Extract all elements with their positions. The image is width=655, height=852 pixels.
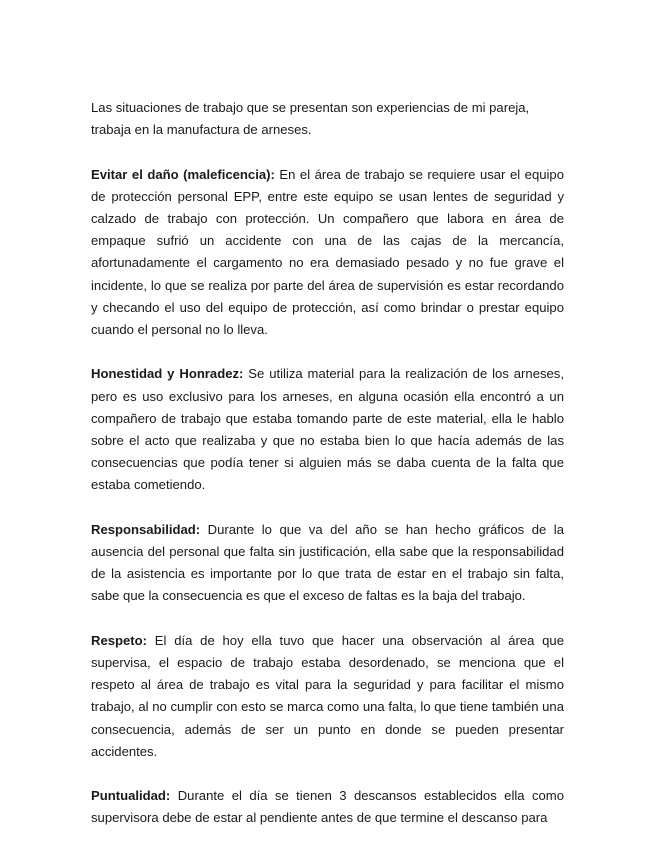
section-text: Durante el día se tienen 3 descansos establecidos ella como supervisora debe de estar al pendiente antes de que termine el descanso para	[91, 788, 564, 826]
intro-text: Las situaciones de trabajo que se presentan son experiencias de mi pareja, trabaja en la manufactura de arneses.	[91, 100, 530, 138]
section-text: El día de hoy ella tuvo que hacer una observación al área que supervisa, el espacio de trabajo estaba desordenado, se menciona que el respeto al área de trabajo es vital para la seguridad y para facilitar el mismo trabajo, al no cumplir con esto se marca como una falta, lo que tiene también una consecuencia, además de ser un punto en donde se pueden presentar accidentes.	[91, 632, 564, 759]
section-text: Se utiliza material para la realización de los arneses, pero es uso exclusivo para los arneses, en alguna ocasión ella encontró a un compañero de trabajo que estaba tomando parte de este material, ella le hablo sobre el acto que realizaba y que no estaba bien lo que hacía además de las consecuencias que podía tener si alguien más se daba cuenta de la falta que estaba cometiendo.	[91, 366, 564, 493]
section-term: Responsabilidad:	[91, 521, 201, 537]
section-term: Puntualidad:	[91, 788, 171, 804]
section-term: Respeto:	[91, 632, 148, 648]
section-puntualidad	[91, 785, 564, 829]
section-term: Evitar el daño (maleficencia):	[91, 166, 275, 182]
section-text: Durante lo que va del año se han hecho gráficos de la ausencia del personal que falta sin justificación, ella sabe que la responsabilidad de la asistencia es importante por lo que trata de estar en el trabajo sin falta, sabe que la consecuencia es que el exceso de faltas es la baja del trabajo.	[91, 521, 564, 604]
section-responsabilidad	[91, 519, 564, 608]
document-body	[91, 97, 564, 852]
section-text: En el área de trabajo se requiere usar el equipo de protección personal EPP, entre este equipo se usan lentes de seguridad y calzado de trabajo con protección. Un compañero que labora en área de empaque sufrió un accidente con una de las cajas de la mercancía, afortunadamente el cargamento no era demasiado pesado y no fue grave el incidente, lo que se realiza por parte del área de supervisión es estar recordando y checando el uso del equipo de protección, así como brindar o prestar equipo cuando el personal no lo lleva.	[91, 166, 564, 338]
section-respeto	[91, 630, 564, 763]
section-term: Honestidad y Honradez:	[91, 366, 244, 382]
section-maleficencia	[91, 164, 564, 342]
section-honestidad	[91, 363, 564, 496]
intro-paragraph	[91, 97, 564, 141]
